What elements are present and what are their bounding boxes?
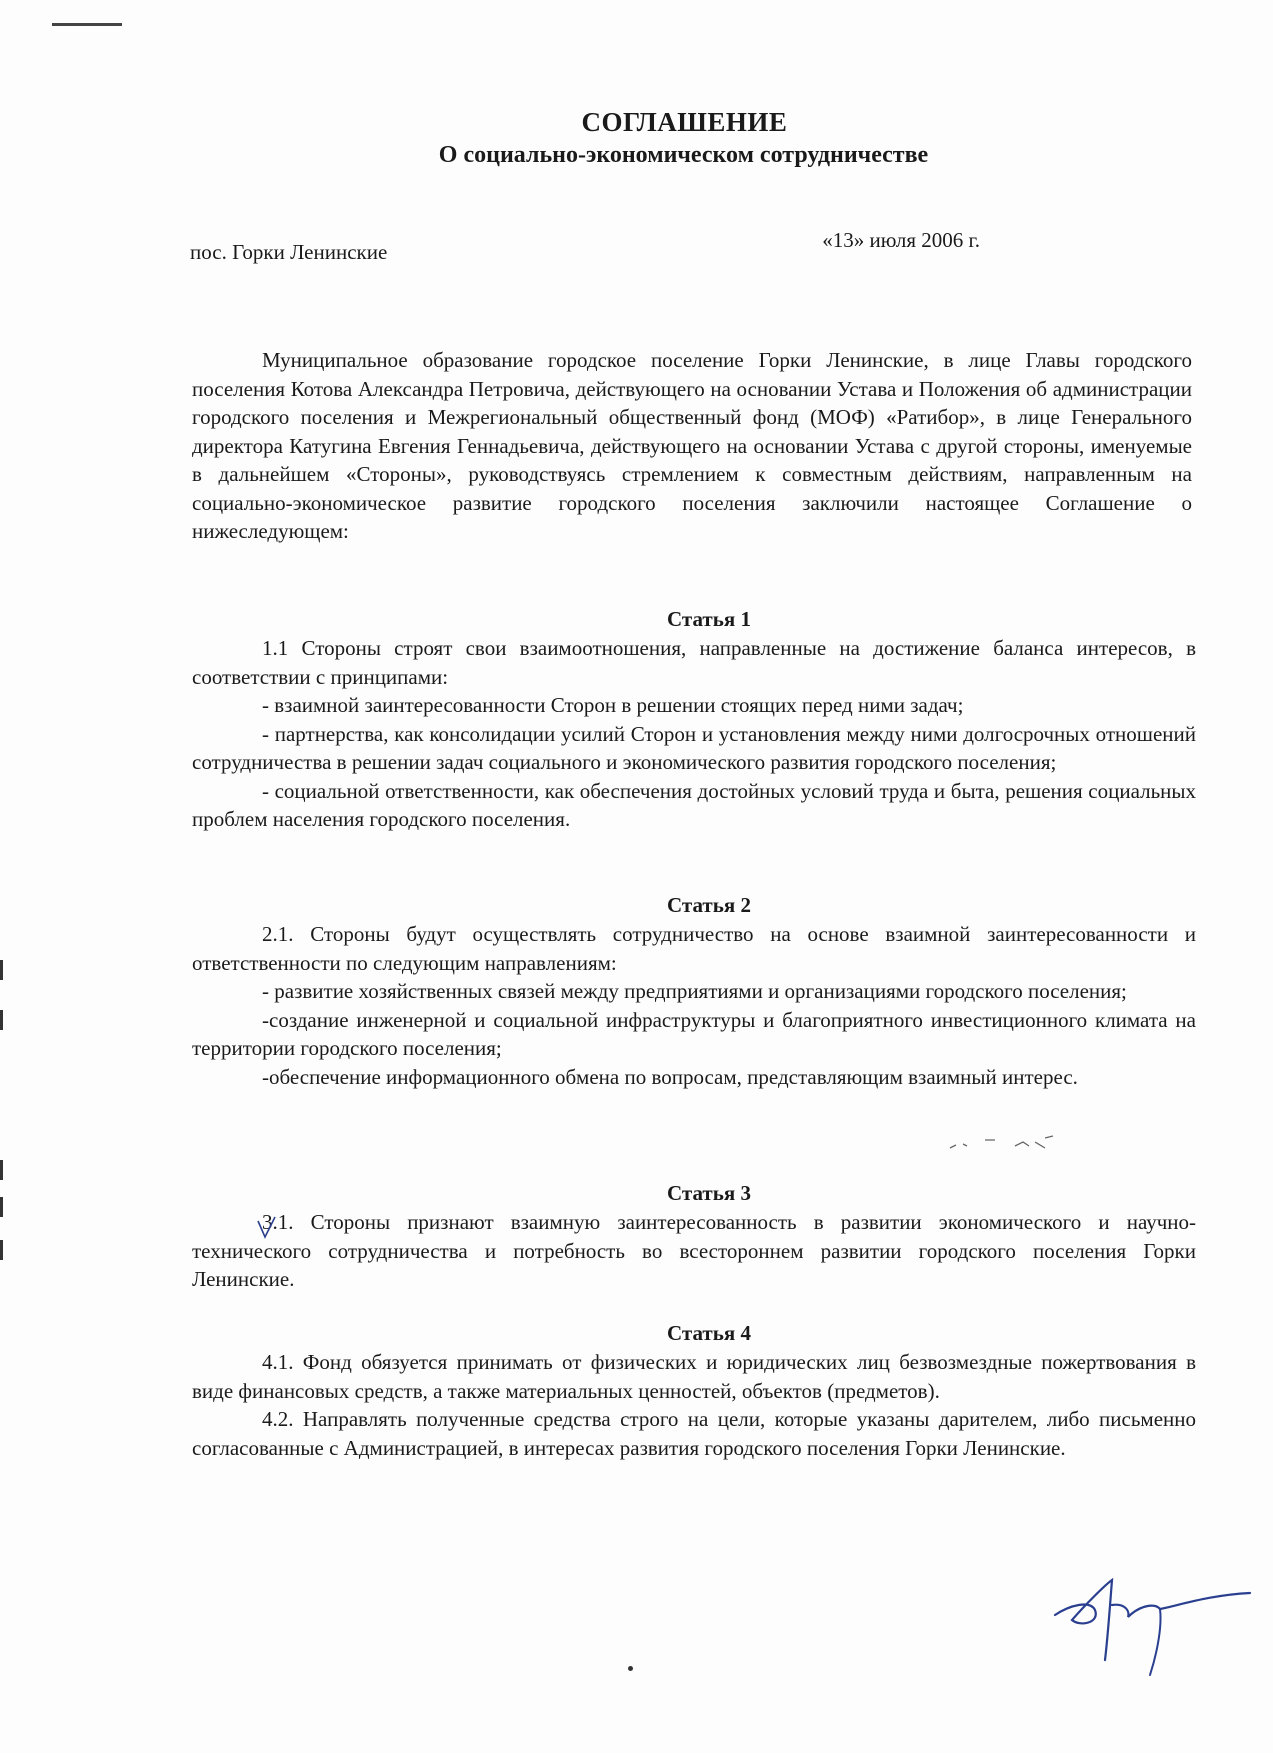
preamble xyxy=(192,346,1192,546)
scan-dot xyxy=(628,1666,633,1671)
scan-smudge xyxy=(945,1128,1075,1158)
article-paragraph: - развитие хозяйственных связей между предприятиями и организациями городского поселения; xyxy=(262,979,1127,1003)
scan-corner-mark xyxy=(52,23,122,26)
article-3 xyxy=(192,1178,1196,1294)
article-heading: Статья 3 xyxy=(667,1181,751,1205)
scan-margin-tick xyxy=(0,1240,3,1260)
article-heading: Статья 4 xyxy=(667,1321,751,1345)
article-1 xyxy=(192,604,1196,834)
article-paragraph: 3.1. Стороны признают взаимную заинтересованность в развитии экономического и научно-технического сотрудничества и потребность во всестороннем развитии городского поселения Горки Ленинские. xyxy=(192,1210,1196,1291)
scan-margin-tick xyxy=(0,1010,3,1030)
scan-margin-tick xyxy=(0,1197,3,1217)
article-paragraph: - взаимной заинтересованности Сторон в решении стоящих перед ними задач; xyxy=(262,693,964,717)
article-heading: Статья 1 xyxy=(667,607,751,631)
handwritten-signature xyxy=(1050,1565,1270,1685)
article-paragraph: 4.2. Направлять полученные средства строго на цели, которые указаны дарителем, либо письменно согласованные с Администрацией, в интересах развития городского поселения Горки Ленинские. xyxy=(192,1407,1196,1460)
scan-margin-tick xyxy=(0,1160,3,1180)
article-2 xyxy=(192,890,1196,1091)
article-paragraph: 1.1 Стороны строят свои взаимоотношения, направленные на достижение баланса интересов, в соответствии с принципами: xyxy=(192,636,1196,689)
article-paragraph: 2.1. Стороны будут осуществлять сотрудничество на основе взаимной заинтересованности и ответственности по следующим направлениям: xyxy=(192,922,1196,975)
article-paragraph: -создание инженерной и социальной инфраструктуры и благоприятного инвестиционного климата на территории городского поселения; xyxy=(192,1007,1196,1060)
place-name: пос. Горки Ленинские xyxy=(190,240,388,264)
article-paragraph: 4.1. Фонд обязуется принимать от физических и юридических лиц безвозмездные пожертвования в виде финансовых средств, а также материальных ценностей, объектов (предметов). xyxy=(192,1350,1196,1403)
scan-margin-tick xyxy=(0,960,3,980)
article-paragraph: - партнерства, как консолидации усилий Сторон и установления между ними долгосрочных отношений сотрудничества в решении задач социального и экономического развития городского поселения; xyxy=(192,721,1196,774)
preamble-paragraph: Муниципальное образование городское поселение Горки Ленинские, в лице Главы городского поселения Котова Александра Петровича, действующего на основании Устава и Положения об администрации городского поселения и Межрегиональный общественный фонд (МОФ) «Ратибор», в лице Генерального директора Катугина Евгения Геннадьевича, действующего на основании Устава с другой стороны, именуемые в дальнейшем «Стороны», руководствуясь стремлением к совместным действиям, направленным на социально-экономическое развитие городского поселения заключили настоящее Соглашение о нижеследующем: xyxy=(192,348,1192,543)
article-paragraph: - социальной ответственности, как обеспечения достойных условий труда и быта, решения социальных проблем населения городского поселения. xyxy=(192,778,1196,831)
document-date: «13» июля 2006 г. xyxy=(822,228,980,252)
article-heading: Статья 2 xyxy=(667,893,751,917)
handwritten-checkmark xyxy=(255,1215,279,1241)
article-paragraph: -обеспечение информационного обмена по вопросам, представляющим взаимный интерес. xyxy=(262,1064,1078,1089)
document-subtitle: О социально-экономическом сотрудничестве xyxy=(438,142,929,168)
article-4 xyxy=(192,1318,1196,1462)
document-header xyxy=(0,105,1273,171)
document-title: СОГЛАШЕНИЕ xyxy=(581,107,788,137)
